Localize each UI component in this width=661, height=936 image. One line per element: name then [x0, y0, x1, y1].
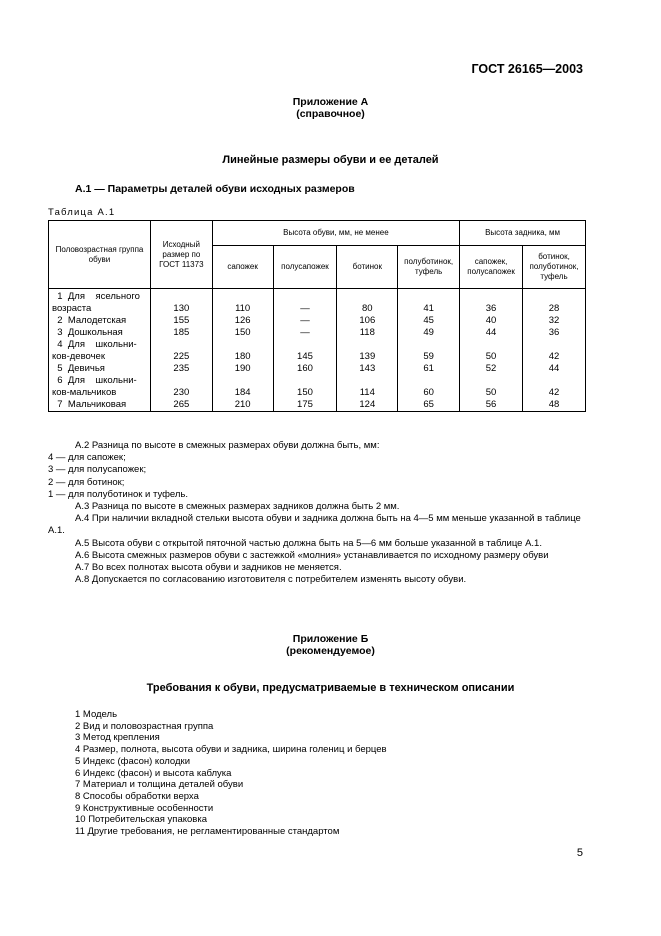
- header-age-group: Половозрастная группа обуви: [49, 221, 151, 289]
- value-cell: —: [273, 327, 337, 339]
- value-cell: 50: [460, 339, 523, 363]
- value-cell: 36: [523, 327, 586, 339]
- value-cell: 145: [273, 339, 337, 363]
- table-row: [49, 289, 586, 316]
- subheader-cell: сапожек: [212, 246, 273, 289]
- value-cell: 50: [460, 375, 523, 399]
- subheader-cell: полуботинок, туфель: [398, 246, 460, 289]
- value-cell: 59: [398, 339, 460, 363]
- list-item: 4 Размер, полнота, высота обуви и задника, ширина голениц и берцев: [75, 744, 387, 756]
- value-cell: 65: [398, 399, 460, 412]
- value-cell: 110: [212, 289, 273, 316]
- value-cell: —: [273, 315, 337, 327]
- table-row: [49, 363, 586, 375]
- value-cell: 60: [398, 375, 460, 399]
- group-cell: 5 Девичья: [49, 363, 151, 375]
- value-cell: 155: [150, 315, 212, 327]
- header-base-size: Исходный размер по ГОСТ 11373: [150, 221, 212, 289]
- group-cell: 3 Дошкольная: [49, 327, 151, 339]
- group-cell: 6 Для школьни- ков-мальчиков: [49, 375, 151, 399]
- value-cell: 28: [523, 289, 586, 316]
- header-shoe-height: Высота обуви, мм, не менее: [212, 221, 459, 246]
- requirements-list: [75, 709, 387, 838]
- note-paragraph: А.7 Во всех полнотах высота обуви и задников не меняется.: [75, 562, 342, 574]
- list-item: 7 Материал и толщина деталей обуви: [75, 779, 244, 791]
- appendix-a-notes: [48, 440, 588, 586]
- note-paragraph: А.2 Разница по высоте в смежных размерах обуви должна быть, мм:: [75, 440, 380, 451]
- value-cell: 235: [150, 363, 212, 375]
- value-cell: 118: [337, 327, 398, 339]
- value-cell: 40: [460, 315, 523, 327]
- page-number: 5: [576, 847, 583, 859]
- value-cell: 130: [150, 289, 212, 316]
- appendix-b-status: (рекомендуемое): [286, 645, 375, 657]
- value-cell: 61: [398, 363, 460, 375]
- appendix-a-status: (справочное): [296, 108, 365, 120]
- value-cell: —: [273, 289, 337, 316]
- note-paragraph: А.8 Допускается по согласованию изготовителя с потребителем изменять высоту обуви.: [75, 574, 467, 586]
- value-cell: 106: [337, 315, 398, 327]
- value-cell: 44: [460, 327, 523, 339]
- table-row: [49, 375, 586, 399]
- value-cell: 124: [337, 399, 398, 412]
- table-label: Таблица А.1: [48, 207, 116, 218]
- value-cell: 143: [337, 363, 398, 375]
- note-paragraph: А.4 При наличии вкладной стельки высота обуви и задника должна быть на 4—5 мм меньше указанной в таблице А.1.: [48, 513, 581, 537]
- list-item: 1 Модель: [75, 709, 118, 720]
- list-item: 5 Индекс (фасон) колодки: [75, 755, 190, 767]
- note-paragraph: 3 — для полусапожек;: [48, 464, 147, 476]
- value-cell: 150: [212, 327, 273, 339]
- list-item: 2 Вид и половозрастная группа: [75, 720, 214, 732]
- group-cell: 1 Для ясельного возраста: [49, 289, 151, 316]
- value-cell: 139: [337, 339, 398, 363]
- subheader-cell: ботинок, полуботинок, туфель: [523, 246, 586, 289]
- value-cell: 42: [523, 339, 586, 363]
- value-cell: 210: [212, 399, 273, 412]
- value-cell: 190: [212, 363, 273, 375]
- list-item: 10 Потребительская упаковка: [75, 814, 207, 826]
- value-cell: 52: [460, 363, 523, 375]
- value-cell: 184: [212, 375, 273, 399]
- parameters-table: [48, 220, 586, 412]
- value-cell: 185: [150, 327, 212, 339]
- value-cell: 44: [523, 363, 586, 375]
- appendix-b-title: Приложение Б: [292, 633, 369, 645]
- group-cell: 2 Малодетская: [49, 315, 151, 327]
- value-cell: 56: [460, 399, 523, 412]
- list-item: 3 Метод крепления: [75, 732, 160, 744]
- value-cell: 42: [523, 375, 586, 399]
- value-cell: 180: [212, 339, 273, 363]
- value-cell: 265: [150, 399, 212, 412]
- value-cell: 230: [150, 375, 212, 399]
- table-row: [49, 315, 586, 327]
- value-cell: 80: [337, 289, 398, 316]
- note-paragraph: 4 — для сапожек;: [48, 452, 126, 464]
- value-cell: 41: [398, 289, 460, 316]
- value-cell: 160: [273, 363, 337, 375]
- value-cell: 126: [212, 315, 273, 327]
- list-item: 9 Конструктивные особенности: [75, 802, 214, 814]
- value-cell: 175: [273, 399, 337, 412]
- table-row: [49, 339, 586, 363]
- table-row: [49, 399, 586, 412]
- note-paragraph: А.3 Разница по высоте в смежных размерах задников должна быть 2 мм.: [75, 501, 400, 513]
- value-cell: 45: [398, 315, 460, 327]
- value-cell: 49: [398, 327, 460, 339]
- subheader-cell: сапожек, полусапожек: [460, 246, 523, 289]
- note-paragraph: А.6 Высота смежных размеров обуви с застежкой «молния» устанавливается по исходному размеру обуви: [75, 549, 549, 561]
- appendix-a-heading: Линейные размеры обуви и ее деталей: [222, 154, 439, 166]
- list-item: 8 Способы обработки верха: [75, 790, 199, 802]
- value-cell: 225: [150, 339, 212, 363]
- list-item: 6 Индекс (фасон) и высота каблука: [75, 767, 232, 779]
- table-row: [49, 327, 586, 339]
- appendix-b-heading: Требования к обуви, предусматриваемые в техническом описании: [146, 682, 515, 694]
- subheader-cell: полусапожек: [273, 246, 337, 289]
- value-cell: 36: [460, 289, 523, 316]
- appendix-a-title: Приложение А: [292, 96, 369, 108]
- value-cell: 48: [523, 399, 586, 412]
- section-a1-heading: А.1 — Параметры деталей обуви исходных размеров: [75, 183, 355, 195]
- header-heel-counter-height: Высота задника, мм: [460, 221, 586, 246]
- value-cell: 32: [523, 315, 586, 327]
- group-cell: 4 Для школьни- ков-девочек: [49, 339, 151, 363]
- value-cell: 150: [273, 375, 337, 399]
- note-paragraph: А.5 Высота обуви с открытой пяточной частью должна быть на 5—6 мм больше указанной в таблице А.1.: [75, 537, 542, 549]
- group-cell: 7 Мальчиковая: [49, 399, 151, 412]
- note-paragraph: 1 — для полуботинок и туфель.: [48, 488, 189, 500]
- note-paragraph: 2 — для ботинок;: [48, 476, 125, 488]
- list-item: 11 Другие требования, не регламентированные стандартом: [75, 826, 340, 838]
- subheader-cell: ботинок: [337, 246, 398, 289]
- document-code: ГОСТ 26165—2003: [471, 62, 583, 76]
- value-cell: 114: [337, 375, 398, 399]
